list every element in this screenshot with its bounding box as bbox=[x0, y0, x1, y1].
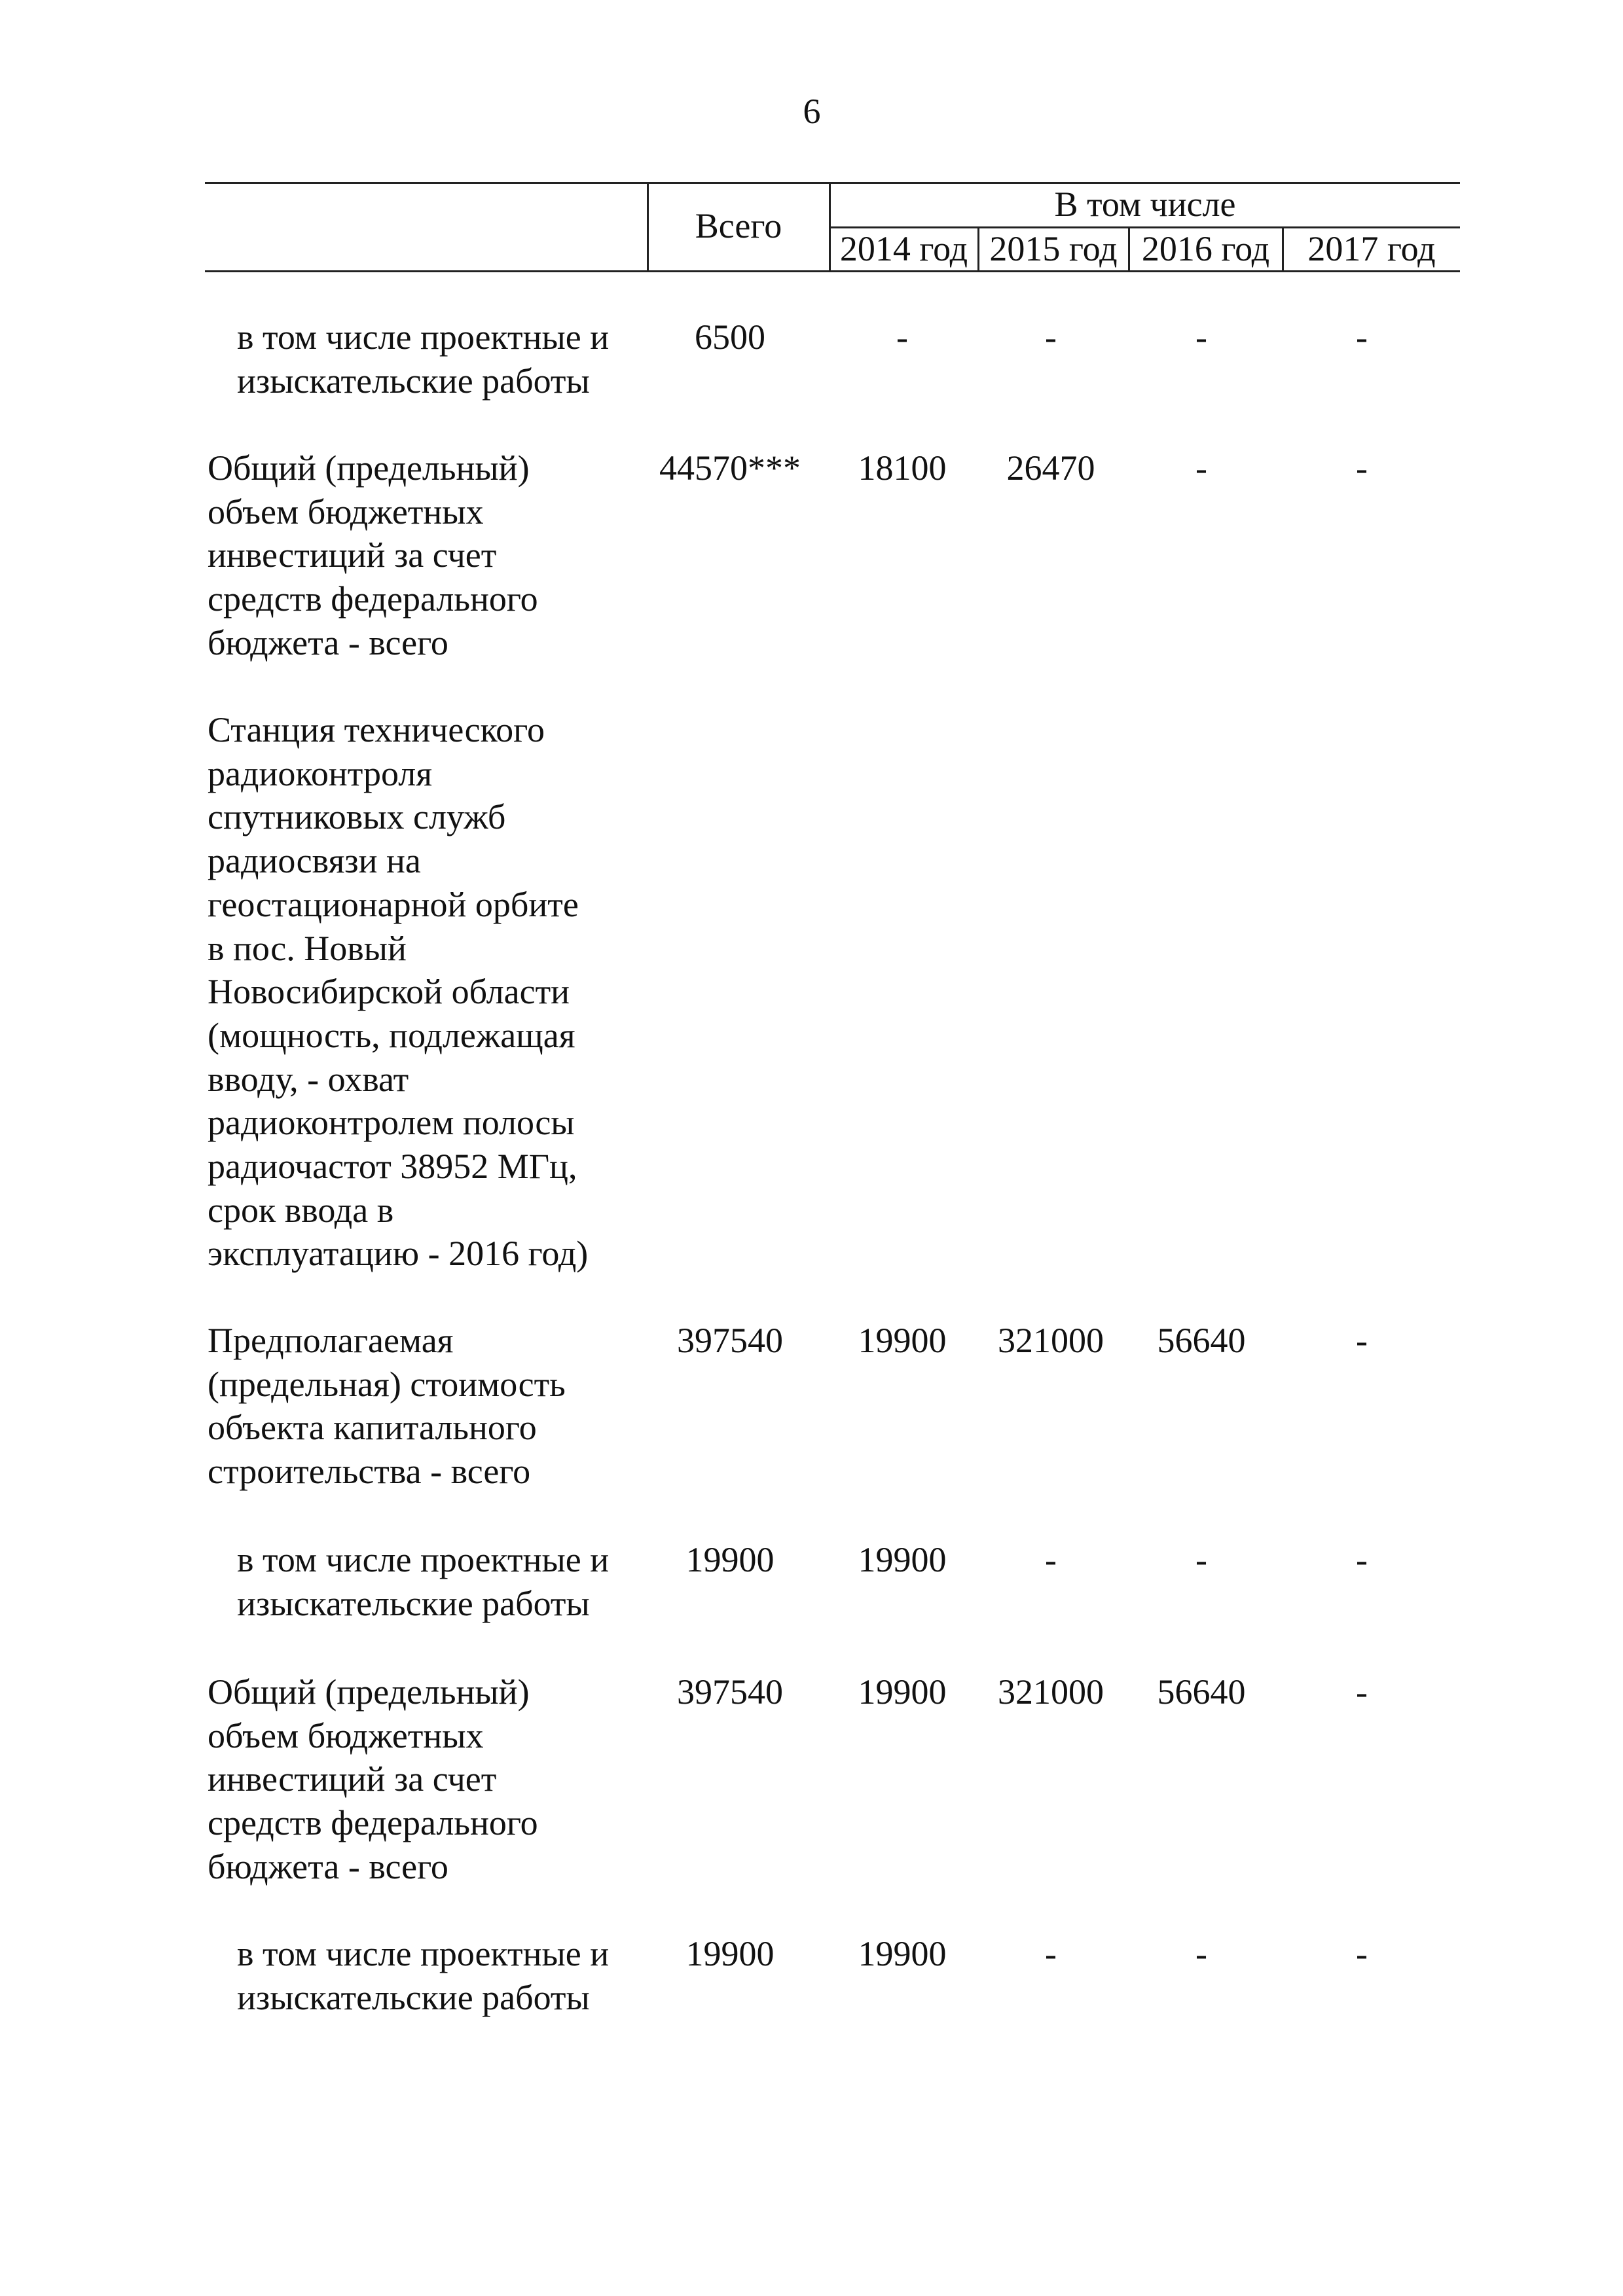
row-label: Предполагаемая (предельная) стоимость объекта капитального строительства - всего bbox=[208, 1321, 566, 1492]
cell-2015: - bbox=[1045, 317, 1057, 357]
row-label: Общий (предельный) объем бюджетных инвестиций за счет средств федерального бюджета - всего bbox=[208, 448, 538, 662]
row-label: Общий (предельный) объем бюджетных инвестиций за счет средств федерального бюджета - всего bbox=[208, 1672, 538, 1886]
header-year-rule bbox=[829, 226, 1460, 228]
cell-2014: 18100 bbox=[858, 448, 947, 488]
header-year-2014: 2014 год bbox=[839, 229, 968, 268]
cell-2017: - bbox=[1356, 1540, 1368, 1579]
cell-2016: - bbox=[1195, 1934, 1207, 1973]
cell-2016: - bbox=[1195, 448, 1207, 488]
cell-2014: 19900 bbox=[858, 1540, 947, 1579]
header-year-2016: 2016 год bbox=[1141, 229, 1270, 268]
row-label: в том числе проектные и изыскательские работы bbox=[237, 1934, 610, 2017]
cell-2017: - bbox=[1356, 317, 1368, 357]
cell-total: 397540 bbox=[677, 1321, 783, 1360]
cell-2016: - bbox=[1195, 317, 1207, 357]
cell-total: 44570*** bbox=[659, 448, 801, 488]
object-title: Станция технического радиоконтроля спутниковых служб радиосвязи на геостационарной орбите в пос. Новый Новосибирской области (мощность, подлежащая вводу, - охват радиоконтролем полосы радиочастот 38952 МГц, срок ввода в эксплуатацию - 2016 год) bbox=[208, 710, 589, 1274]
cell-2016: 56640 bbox=[1157, 1672, 1246, 1712]
cell-total: 397540 bbox=[677, 1672, 783, 1712]
cell-2017: - bbox=[1356, 448, 1368, 488]
cell-2016: 56640 bbox=[1157, 1321, 1246, 1360]
cell-2014: 19900 bbox=[858, 1672, 947, 1712]
row-label: в том числе проектные и изыскательские работы bbox=[237, 1540, 610, 1623]
header-top-rule bbox=[205, 182, 1460, 184]
cell-total: 19900 bbox=[685, 1934, 775, 1973]
cell-2015: 321000 bbox=[998, 1321, 1104, 1360]
cell-2015: 321000 bbox=[998, 1672, 1104, 1712]
header-group: В том числе bbox=[1054, 185, 1236, 224]
cell-2017: - bbox=[1356, 1321, 1368, 1360]
cell-2014: 19900 bbox=[858, 1321, 947, 1360]
header-year-2017: 2017 год bbox=[1307, 229, 1436, 268]
cell-2017: - bbox=[1356, 1934, 1368, 1973]
cell-total: 6500 bbox=[695, 317, 765, 357]
header-total: Всего bbox=[695, 206, 782, 245]
page-number: 6 bbox=[803, 92, 821, 131]
cell-2015: - bbox=[1045, 1934, 1057, 1973]
cell-2017: - bbox=[1356, 1672, 1368, 1712]
cell-2014: - bbox=[896, 317, 908, 357]
cell-2015: - bbox=[1045, 1540, 1057, 1579]
cell-2015: 26470 bbox=[1006, 448, 1095, 488]
row-label: в том числе проектные и изыскательские работы bbox=[237, 317, 610, 401]
header-year-2015: 2015 год bbox=[989, 229, 1118, 268]
cell-2016: - bbox=[1195, 1540, 1207, 1579]
cell-total: 19900 bbox=[685, 1540, 775, 1579]
header-bottom-rule bbox=[205, 270, 1460, 272]
cell-2014: 19900 bbox=[858, 1934, 947, 1973]
